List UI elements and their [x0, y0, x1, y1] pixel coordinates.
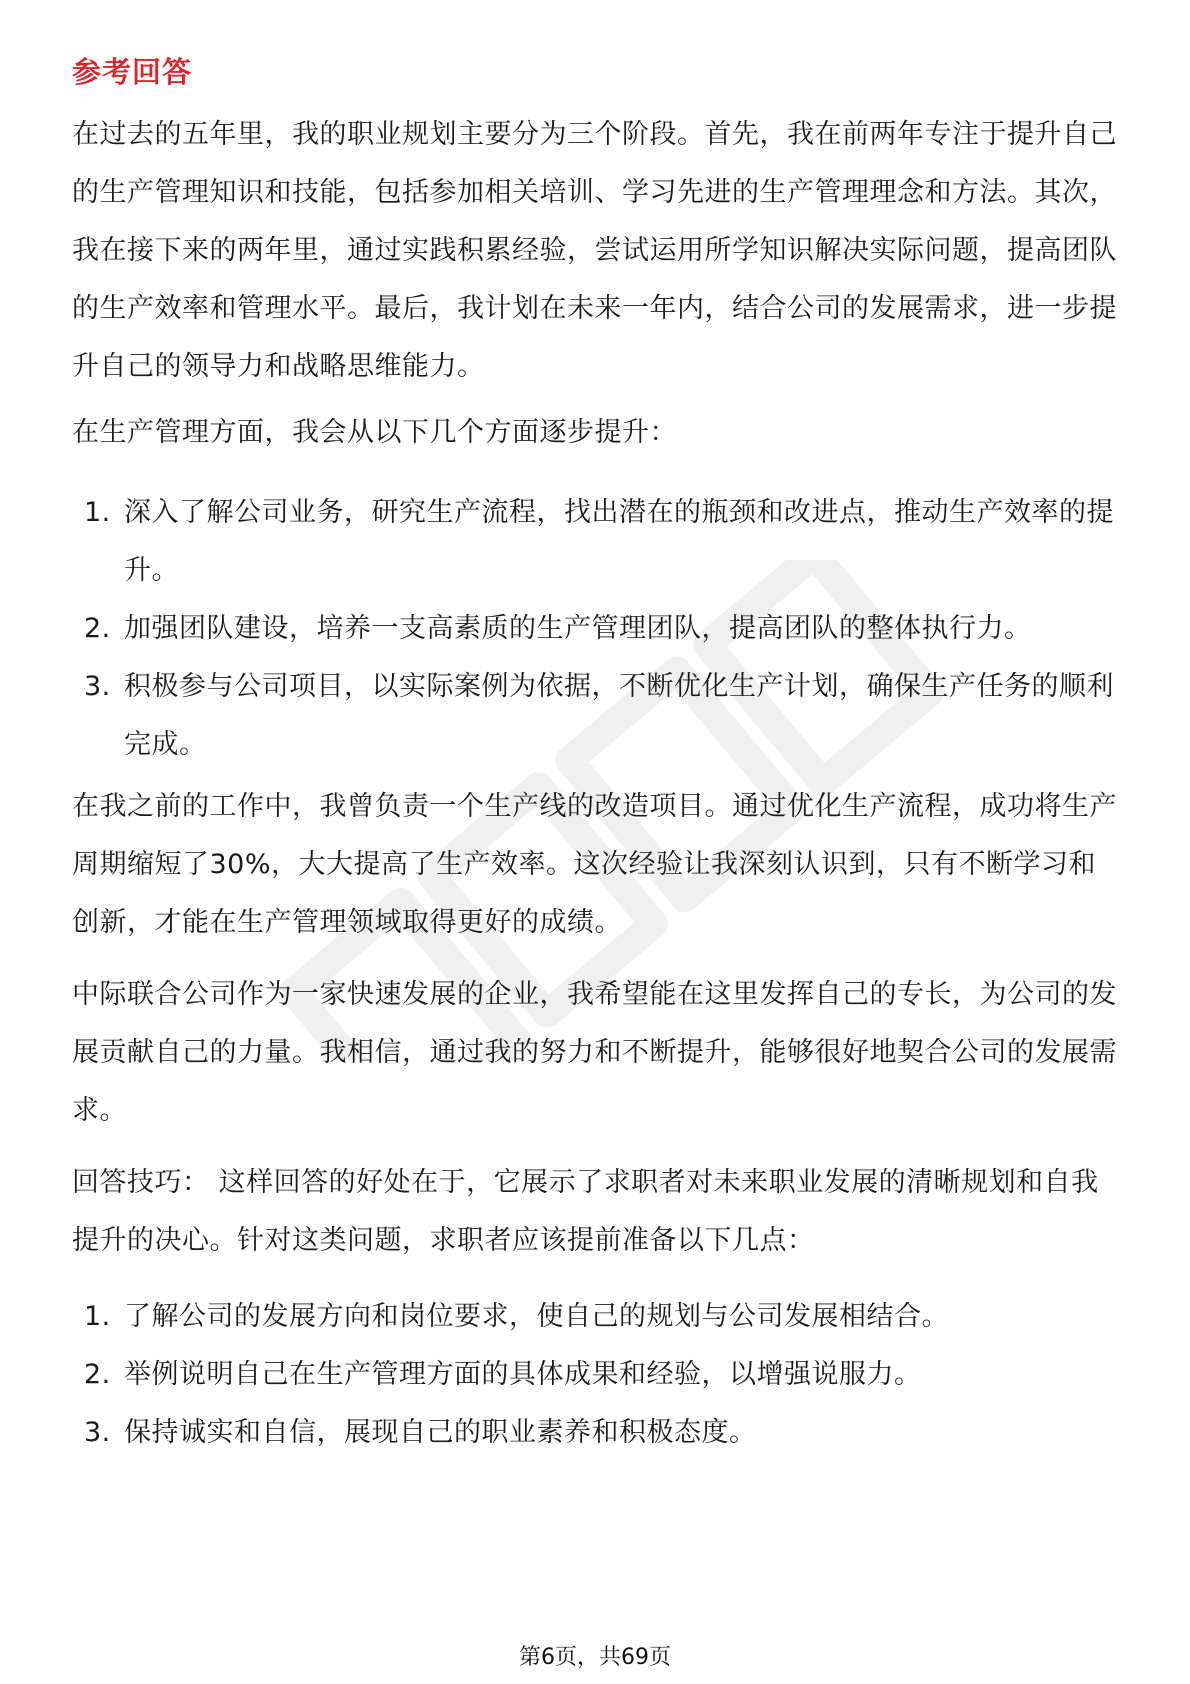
section-heading: 参考回答: [72, 55, 193, 89]
paragraph-company-fit: 中际联合公司作为一家快速发展的企业，我希望能在这里发挥自己的专长，为公司的发展贡献自己的力量。我相信，通过我的努力和不断提升，能够很好地契合公司的发展需求。: [72, 979, 1117, 1126]
list-item: [72, 1404, 1122, 1462]
list-number: 1.: [84, 497, 111, 528]
list-item: [72, 1288, 1122, 1346]
list-item-text: 加强团队建设，培养一支高素质的生产管理团队，提高团队的整体执行力。: [124, 613, 1032, 644]
list-number: 2.: [84, 613, 111, 644]
list-number: 1.: [84, 1301, 111, 1332]
tips-list: [72, 1288, 1122, 1462]
list-item: [72, 484, 1122, 600]
list-item-text: 举例说明自己在生产管理方面的具体成果和经验，以增强说服力。: [124, 1359, 922, 1390]
list-item-text: 积极参与公司项目，以实际案例为依据，不断优化生产计划，确保生产任务的顺利完成。: [124, 671, 1114, 760]
paragraph-career-plan: 在过去的五年里，我的职业规划主要分为三个阶段。首先，我在前两年专注于提升自己的生产管理知识和技能，包括参加相关培训、学习先进的生产管理理念和方法。其次，我在接下来的两年里，通过实践积累经验，尝试运用所学知识解决实际问题，提高团队的生产效率和管理水平。最后，我计划在未来一年内，结合公司的发展需求，进一步提升自己的领导力和战略思维能力。: [72, 119, 1117, 382]
page-number-footer: 第6页，共69页: [519, 1645, 671, 1670]
list-item-text: 深入了解公司业务，研究生产流程，找出潜在的瓶颈和改进点，推动生产效率的提升。: [124, 497, 1114, 586]
list-item: [72, 600, 1122, 658]
paragraph-past-experience: 在我之前的工作中，我曾负责一个生产线的改造项目。通过优化生产流程，成功将生产周期缩短了30%，大大提高了生产效率。这次经验让我深刻认识到，只有不断学习和创新，才能在生产管理领域取得更好的成绩。: [72, 791, 1117, 938]
list-item: [72, 658, 1122, 774]
list-number: 2.: [84, 1359, 111, 1390]
list-item-text: 保持诚实和自信，展现自己的职业素养和积极态度。: [124, 1417, 757, 1448]
list-number: 3.: [84, 671, 111, 702]
paragraph-answer-tips: 回答技巧： 这样回答的好处在于，它展示了求职者对未来职业发展的清晰规划和自我提升的决心。针对这类问题，求职者应该提前准备以下几点：: [72, 1167, 1099, 1256]
list-item: [72, 1346, 1122, 1404]
improvement-list: [72, 484, 1122, 774]
list-item-text: 了解公司的发展方向和岗位要求，使自己的规划与公司发展相结合。: [124, 1301, 949, 1332]
paragraph-improvement-intro: 在生产管理方面，我会从以下几个方面逐步提升：: [72, 417, 677, 448]
list-number: 3.: [84, 1417, 111, 1448]
